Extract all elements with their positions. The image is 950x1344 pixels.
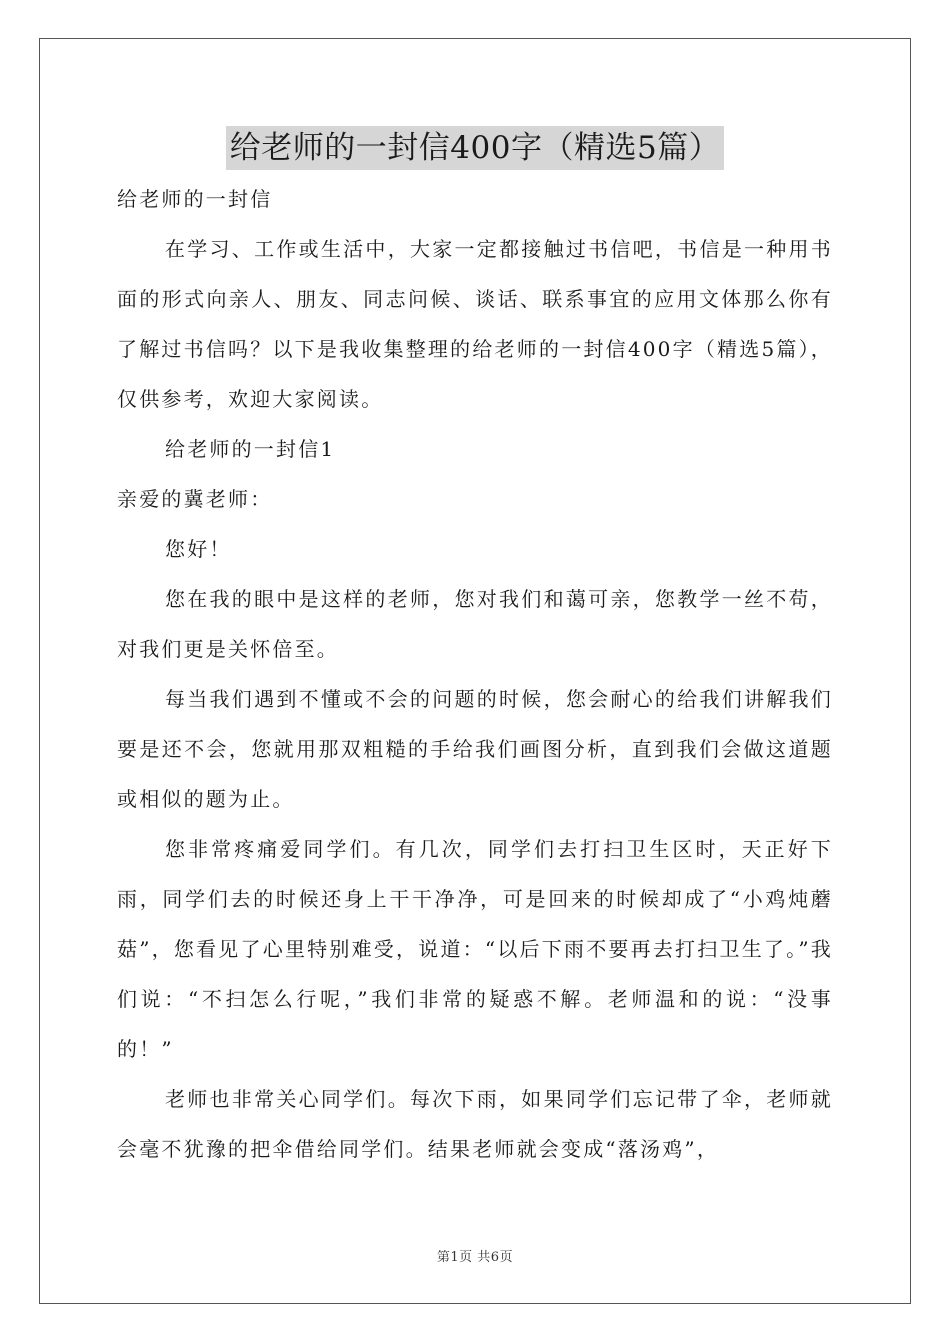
- paragraph: 给老师的一封信: [117, 187, 273, 211]
- paragraph: 您非常疼痛爱同学们。有几次，同学们去打扫卫生区时，天正好下雨，同学们去的时候还身上干干净净，可是回来的时候却成了“小鸡炖蘑菇”，您看见了心里特别难受，说道：“以后下雨不要再去打扫卫生了。”我们说：“不扫怎么行呢，”我们非常的疑惑不解。老师温和的说：“没事的！”: [117, 837, 833, 1061]
- paragraph: 老师也非常关心同学们。每次下雨，如果同学们忘记带了伞，老师就会毫不犹豫的把伞借给同学们。结果老师就会变成“落汤鸡”，: [117, 1087, 833, 1161]
- document-body: [117, 174, 833, 1174]
- paragraph: 每当我们遇到不懂或不会的问题的时候，您会耐心的给我们讲解我们要是还不会，您就用那双粗糙的手给我们画图分析，直到我们会做这道题或相似的题为止。: [117, 687, 833, 811]
- paragraph: 给老师的一封信1: [165, 437, 336, 461]
- document-title: 给老师的一封信400字（精选5篇）: [226, 126, 724, 170]
- paragraph: 您在我的眼中是这样的老师，您对我们和蔼可亲，您教学一丝不苟，对我们更是关怀倍至。: [117, 587, 833, 661]
- page-footer: 第1页 共6页: [436, 1250, 514, 1265]
- paragraph: 亲爱的冀老师：: [117, 487, 273, 511]
- paragraph: 您好！: [165, 537, 232, 561]
- title-container: [0, 126, 950, 170]
- paragraph: 在学习、工作或生活中，大家一定都接触过书信吧，书信是一种用书面的形式向亲人、朋友、同志问候、谈话、联系事宜的应用文体那么你有了解过书信吗？以下是我收集整理的给老师的一封信400字（精选5篇），仅供参考，欢迎大家阅读。: [117, 237, 833, 411]
